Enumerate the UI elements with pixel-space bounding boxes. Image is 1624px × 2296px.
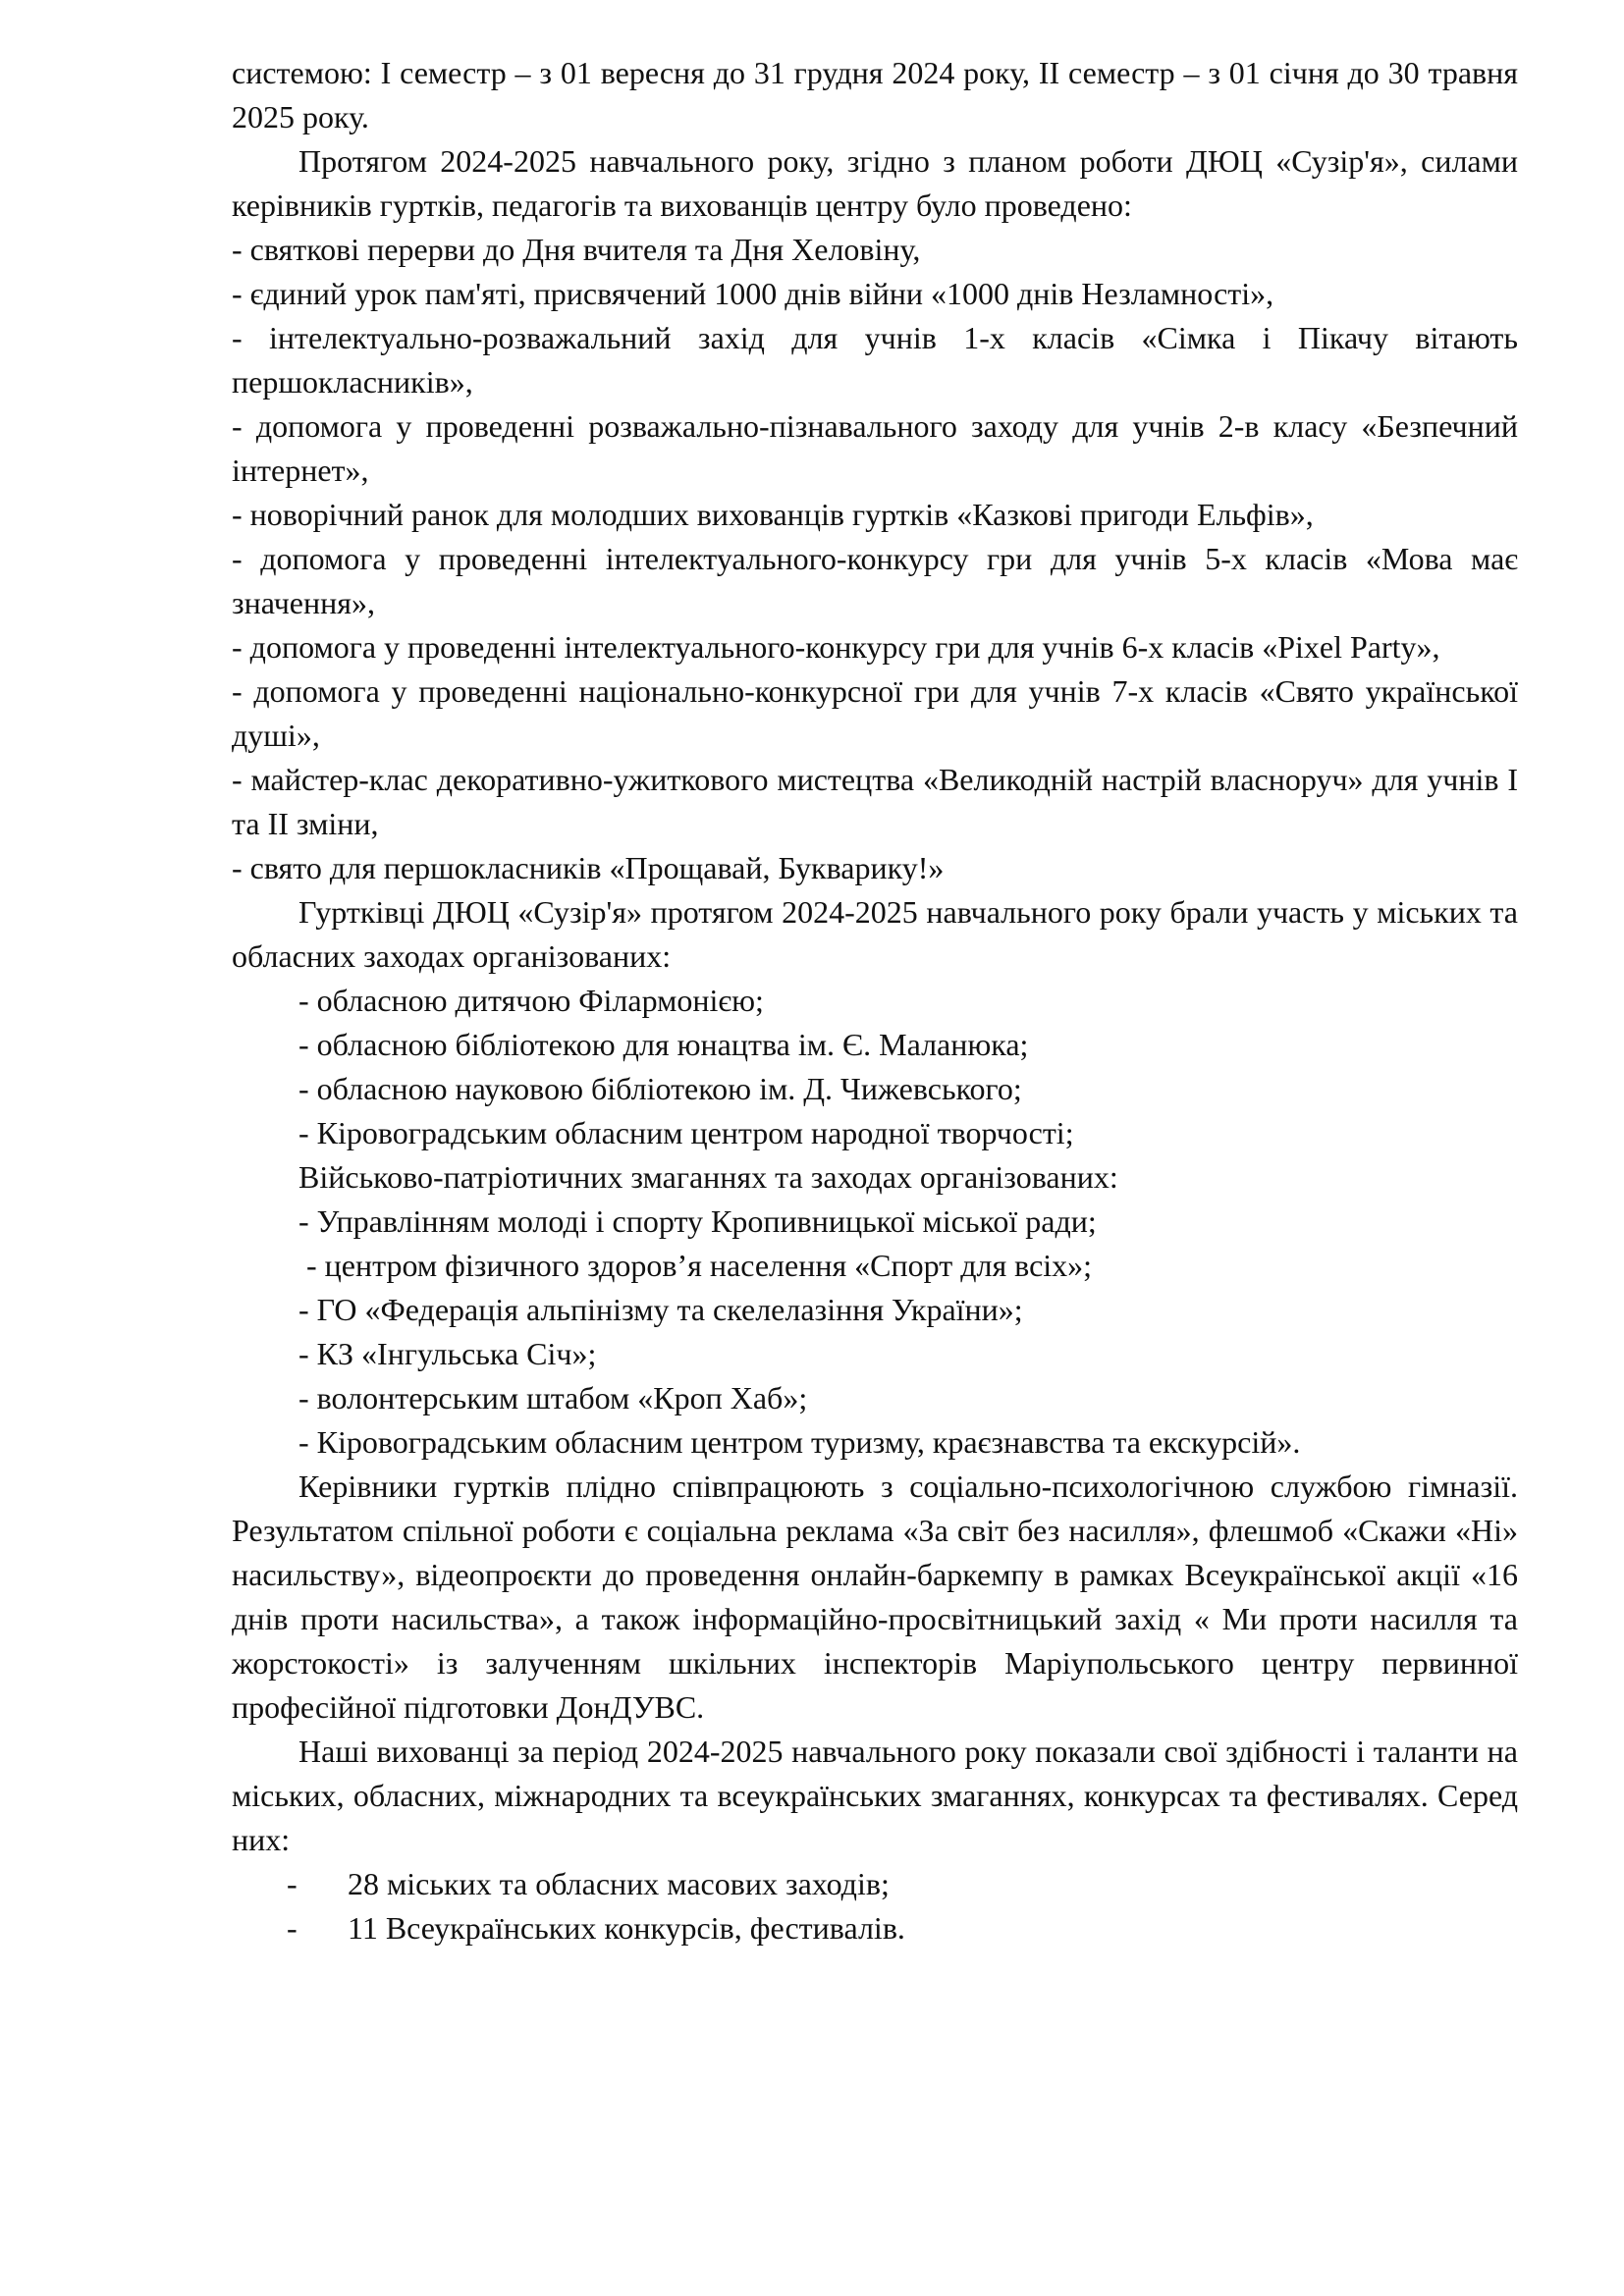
- military-heading: Військово-патріотичних змаганнях та заходах організованих:: [298, 1159, 1118, 1195]
- list-item: - єдиний урок пам'яті, присвячений 1000 днів війни «1000 днів Незламності»,: [232, 276, 1274, 311]
- events-intro-paragraph: Протягом 2024-2025 навчального року, згідно з планом роботи ДЮЦ «Сузір'я», силами керівників гуртків, педагогів та вихованців центру було проведено:: [232, 143, 1518, 223]
- count-text: 28 міських та обласних масових заходів;: [348, 1866, 890, 1901]
- list-item: [287, 1862, 1518, 1906]
- list-item: - Управлінням молоді і спорту Кропивницької міської ради;: [298, 1203, 1097, 1239]
- list-item: - допомога у проведенні розважально-пізнавального заходу для учнів 2-в класу «Безпечний інтернет»,: [232, 408, 1518, 488]
- count-text: 11 Всеукраїнських конкурсів, фестивалів.: [348, 1910, 905, 1946]
- dash-marker: -: [287, 1910, 298, 1946]
- list-item: - центром фізичного здоров’я населення «Спорт для всіх»;: [298, 1248, 1093, 1283]
- list-item: - інтелектуально-розважальний захід для учнів 1-х класів «Сімка і Пікачу вітають першокласників»,: [232, 320, 1518, 400]
- cooperation-paragraph: Керівники гуртків плідно співпрацюють з соціально-психологічною службою гімназії. Результатом спільної роботи є соціальна реклама «За світ без насилля», флешмоб «Скажи «Ні» насильству», відеопроєкти до проведення онлайн-баркемпу в рамках Всеукраїнської акції «16 днів проти насильства», а також інформаційно-просвітницький захід « Ми проти насилля та жорстокості» із залученням шкільних інспекторів Маріупольського центру первинної професійної підготовки ДонДУВС.: [232, 1468, 1518, 1725]
- list-item: - обласною науковою бібліотекою ім. Д. Чижевського;: [298, 1071, 1022, 1106]
- list-item: - Кіровоградським обласним центром туризму, краєзнавства та екскурсій».: [298, 1424, 1301, 1460]
- dash-marker: -: [287, 1866, 298, 1901]
- events-list: [232, 228, 1518, 890]
- list-item: - святкові перерви до Дня вчителя та Дня Хеловіну,: [232, 232, 921, 267]
- list-item: - ГО «Федерація альпінізму та скелелазіння України»;: [298, 1292, 1023, 1327]
- participation-paragraph: Гуртківці ДЮЦ «Сузір'я» протягом 2024-2025 навчального року брали участь у міських та обласних заходах організованих:: [232, 894, 1518, 974]
- organizers-list: [232, 979, 1518, 1155]
- achievements-paragraph: Наші вихованці за період 2024-2025 навчального року показали свої здібності і таланти на міських, обласних, міжнародних та всеукраїнських змаганнях, конкурсах та фестивалях. Серед них:: [232, 1734, 1518, 1857]
- document-page: [232, 51, 1518, 1950]
- list-item: [287, 1906, 1518, 1950]
- list-item: - свято для першокласників «Прощавай, Букварику!»: [232, 850, 945, 885]
- list-item: - допомога у проведенні національно-конкурсної гри для учнів 7-х класів «Свято української душі»,: [232, 673, 1518, 753]
- list-item: - допомога у проведенні інтелектуального-конкурсу гри для учнів 5-х класів «Мова має значення»,: [232, 541, 1518, 620]
- list-item: - обласною бібліотекою для юнацтва ім. Є. Маланюка;: [298, 1027, 1029, 1062]
- list-item: - КЗ «Інгульська Січ»;: [298, 1336, 597, 1371]
- military-organizers-list: [232, 1200, 1518, 1465]
- semester-dates-paragraph: системою: I семестр – з 01 вересня до 31 грудня 2024 року, II семестр – з 01 січня до 30 травня 2025 року.: [232, 55, 1518, 134]
- list-item: - Кіровоградським обласним центром народної творчості;: [298, 1115, 1074, 1150]
- list-item: - допомога у проведенні інтелектуального-конкурсу гри для учнів 6-х класів «Pixel Party»,: [232, 629, 1440, 665]
- list-item: - майстер-клас декоративно-ужиткового мистецтва «Великодній настрій власноруч» для учнів I та II зміни,: [232, 762, 1518, 841]
- counts-list: [232, 1862, 1518, 1950]
- list-item: - обласною дитячою Філармонією;: [298, 983, 764, 1018]
- list-item: - волонтерським штабом «Кроп Хаб»;: [298, 1380, 808, 1415]
- list-item: - новорічний ранок для молодших вихованців гуртків «Казкові пригоди Ельфів»,: [232, 497, 1314, 532]
